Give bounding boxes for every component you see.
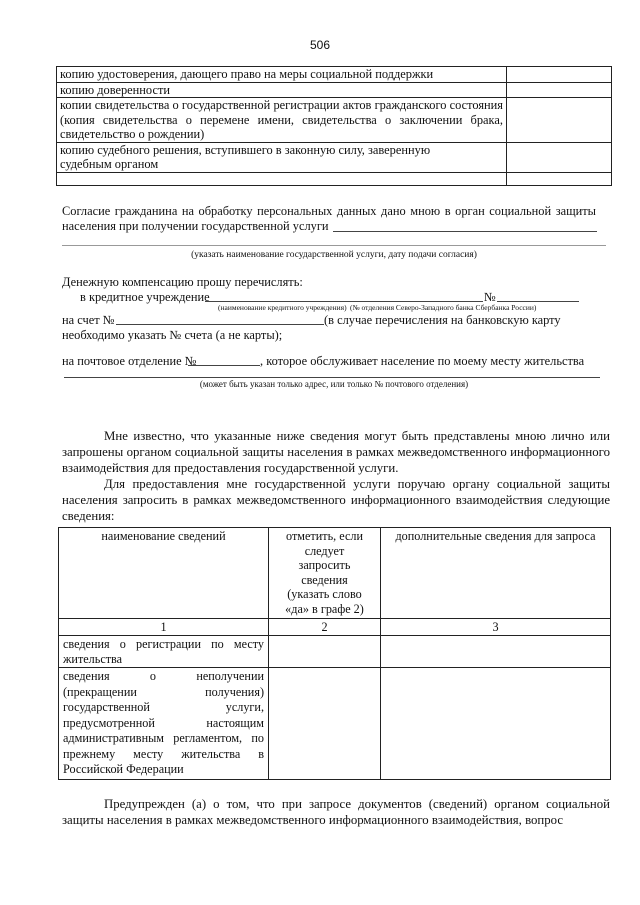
header-mark: отметить, если следует запросить сведения (указать слово «да» в графе 2) <box>269 528 381 619</box>
warning-paragraph: Предупрежден (а) о том, что при запросе документов (сведений) органом социальной защиты населения в рамках межведомственного информационного взаимодействия, вопрос <box>62 797 610 827</box>
header-extra: дополнительные сведения для запроса <box>381 528 611 619</box>
document-item: копию удостоверения, дающего право на меры социальной поддержки <box>57 67 507 83</box>
table-row <box>57 142 612 172</box>
address-field[interactable] <box>64 377 600 378</box>
column-number: 2 <box>269 618 381 636</box>
document-item-line: судебным органом <box>60 157 159 171</box>
document-item <box>57 142 507 172</box>
bank-caption: (наименование кредитного учреждения) <box>218 303 347 312</box>
compensation-title: Денежную компенсацию прошу перечислять: <box>62 275 303 289</box>
consent-line-2: населения при получении государственной услуги <box>62 219 329 233</box>
account-number-field[interactable] <box>116 324 324 325</box>
number-sign: № <box>484 290 496 304</box>
request-item: сведения о неполучении (прекращении получения) государственной услуги, предусмотренной настоящим административным регламентом, по прежнему месту жительства в Российской Федерации <box>59 668 269 780</box>
post-caption: (может быть указан только адрес, или только № почтового отделения) <box>199 379 469 389</box>
extra-cell[interactable] <box>381 636 611 668</box>
info-paragraph-1: Мне известно, что указанные ниже сведения могут быть представлены мною лично или запрошены органом социальной защиты населения в рамках межведомственного информационного взаимодействия для предоставления государственной услуги. <box>62 429 610 475</box>
consent-line-1: Согласие гражданина на обработку персональных данных дано мною в орган социальной защиты <box>62 204 596 218</box>
document-item: копии свидетельства о государственной регистрации актов гражданского состояния (копия свидетельства о перемене имени, свидетельства о заключении брака, свидетельство о рождении) <box>57 98 507 143</box>
account-note-2: необходимо указать № счета (а не карты); <box>62 328 283 342</box>
check-cell[interactable] <box>507 82 612 98</box>
table-row <box>57 67 612 83</box>
table-row <box>57 82 612 98</box>
bank-name-field[interactable] <box>205 301 483 302</box>
table-row <box>59 668 611 780</box>
service-name-field[interactable] <box>333 231 597 232</box>
column-number: 3 <box>381 618 611 636</box>
post-office-field[interactable] <box>188 365 260 366</box>
info-paragraph-2: Для предоставления мне государственной услуги поручаю органу социальной защиты населения запросить в рамках межведомственного информационного взаимодействия следующие сведения: <box>62 477 610 523</box>
page-number: 506 <box>309 38 331 52</box>
branch-number-field[interactable] <box>497 301 579 302</box>
extra-cell[interactable] <box>381 668 611 780</box>
account-note: (в случае перечисления на банковскую карту <box>324 313 561 327</box>
header-name: наименование сведений <box>59 528 269 619</box>
post-prefix: на почтовое отделение № <box>62 354 197 368</box>
column-number: 1 <box>59 618 269 636</box>
table-row <box>57 98 612 143</box>
table-row <box>57 172 612 185</box>
table-row <box>59 636 611 668</box>
table-header-row <box>59 528 611 619</box>
documents-table <box>56 66 612 186</box>
mark-cell[interactable] <box>269 636 381 668</box>
branch-caption: (№ отделения Северо-Западного банка Сбербанка России) <box>350 303 537 312</box>
document-item: копию доверенности <box>57 82 507 98</box>
document-item-line: копию судебного решения, вступившего в законную силу, заверенную <box>60 142 431 157</box>
check-cell[interactable] <box>507 142 612 172</box>
check-cell[interactable] <box>507 67 612 83</box>
check-cell[interactable] <box>507 98 612 143</box>
bank-label: в кредитное учреждение <box>80 290 210 304</box>
request-item: сведения о регистрации по месту жительства <box>59 636 269 668</box>
check-cell[interactable] <box>507 172 612 185</box>
consent-caption: (указать наименование государственной услуги, дату подачи согласия) <box>191 250 477 260</box>
post-suffix: , которое обслуживает население по моему месту жительства <box>260 354 585 368</box>
service-name-field-2[interactable] <box>62 245 606 246</box>
empty-cell[interactable] <box>57 172 507 185</box>
account-label: на счет № <box>62 313 115 327</box>
mark-cell[interactable] <box>269 668 381 780</box>
request-table <box>58 527 611 780</box>
table-number-row <box>59 618 611 636</box>
